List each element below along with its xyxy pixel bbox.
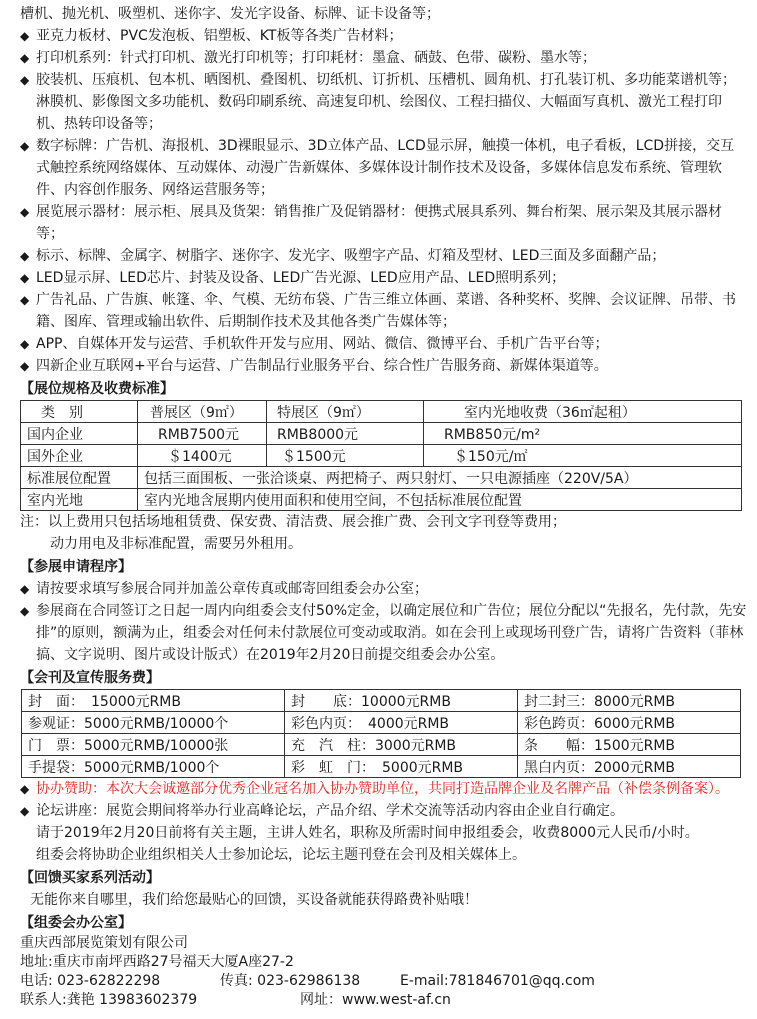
diamond-bullet-icon: ◆	[20, 804, 30, 818]
table-cell: 标准展位配置	[21, 467, 138, 489]
intro-line: 槽机、抛光机、吸塑机、迷你字、发光字设备、标牌、证卡设备等；	[20, 6, 440, 22]
sponsor-note: ◆ 协办赞助：本次大会诚邀部分优秀企业冠名加入协办赞助单位，共同打造品牌企业及名牌产品（补偿条例备案）。	[0, 778, 757, 800]
contact-phones	[0, 972, 757, 991]
table-cell: ＄1400元	[138, 445, 267, 467]
list-item: ◆ 标示、标牌、金属字、树脂字、迷你字、发光字、吸塑字产品、灯箱及型材、LED三面及多面翻产品；	[0, 245, 757, 267]
office-section-heading: 【组委会办公室】	[20, 915, 132, 931]
table-cell: 参观证：5000元RMB/10000个	[22, 712, 285, 734]
list-item: ◆ 展览展示器材：展示柜、展具及货架：销售推广及促销器材：便携式展具系列、舞台桁架、展示架及其展示器材等；	[0, 201, 757, 245]
fax: 传真: 023-62986138	[220, 973, 361, 989]
list-item: ◆ 请按要求填写参展合同并加盖公章传真或邮寄回组委会办公室；	[0, 578, 757, 600]
table-cell: 彩 虹 门： 5000元RMB	[285, 756, 518, 778]
forum-note-line: 请于2019年2月20日前将有关主题，主讲人姓名，职称及所需时间申报组委会，收费8000元人民币/小时。	[36, 825, 699, 841]
office-address: 地址:重庆市南坪西路27号福天大厦A座27-2	[20, 954, 294, 970]
table-cell: RMB8000元	[267, 423, 424, 445]
table-header-cell: 普展区（9㎡）	[138, 401, 267, 423]
diamond-bullet-icon: ◆	[20, 51, 30, 65]
list-item: ◆ 广告礼品、广告旗、帐篷、伞、气模、无纺布袋、广告三维立体画、菜谱、各种奖杯、奖牌、会议证牌、吊带、书籍、图库、管理或输出软件、后期制作技术及其他各类广告媒体等；	[0, 289, 757, 333]
table-cell: ＄150元/㎡	[424, 445, 742, 467]
diamond-bullet-icon: ◆	[20, 582, 30, 596]
return-text: 无能你来自哪里，我们给您最贴心的回馈，买设备就能获得路费补贴哦！	[30, 892, 478, 908]
return-section-heading: 【回馈买家系列活动】	[20, 870, 160, 886]
list-item: ◆ 参展商在合同签订之日起一周内向组委会支付50%定金，以确定展位和广告位；展位分配以“先报名，先付款，先安排”的原则，额满为止，组委会对任何未付款展位可变动或取消。如在会刊上或现场刊登广告，请将广告资料（菲林搞、文字说明、图片或设计版式）在2019年2月20日前提交组委会办公室。	[0, 600, 757, 666]
diamond-bullet-icon: ◆	[20, 205, 30, 219]
list-item: ◆ 四新企业互联网+平台与运营、广告制品行业服务平台、综合性广告服务商、新媒体渠道等。	[0, 355, 757, 377]
ads-fee-table	[21, 689, 741, 778]
phone: 电话: 023-62822298	[20, 973, 161, 989]
table-cell: 国内企业	[21, 423, 138, 445]
diamond-bullet-icon: ◆	[20, 249, 30, 263]
table-cell: 室内光地含展期内使用面积和使用空间，不包括标准展位配置	[138, 489, 742, 511]
apply-section-heading: 【参展申请程序】	[20, 559, 132, 575]
diamond-bullet-icon: ◆	[20, 293, 30, 307]
contact-person: 联系人:龚艳 13983602379	[20, 992, 198, 1008]
table-cell: 门 票：5000元RMB/10000张	[22, 734, 285, 756]
diamond-bullet-icon: ◆	[20, 337, 30, 351]
table-cell: 国外企业	[21, 445, 138, 467]
table-cell: 封 面： 15000元RMB	[22, 690, 285, 712]
table-row	[22, 690, 741, 712]
table-cell: 彩色跨页：6000元RMB	[518, 712, 741, 734]
fee-note: 注：以上费用只包括场地租赁费、保安费、清洁费、展会推广费、会刊文字刊登等费用；	[20, 514, 566, 530]
table-row	[21, 401, 742, 423]
table-row	[22, 734, 741, 756]
table-row	[22, 712, 741, 734]
website-link[interactable]: 网址：www.west-af.cn	[300, 992, 451, 1008]
table-row	[21, 467, 742, 489]
table-cell: RMB850元/m²	[424, 423, 742, 445]
diamond-bullet-icon: ◆	[20, 73, 30, 87]
diamond-bullet-icon: ◆	[20, 271, 30, 285]
forum-note: ◆ 论坛讲座：展览会期间将举办行业高峰论坛，产品介绍、学术交流等活动内容由企业自行确定。	[0, 800, 757, 822]
list-item: ◆ 数字标牌：广告机、海报机、3D裸眼显示、3D立体产品、LCD显示屏，触摸一体机，电子看板，LCD拼接，交互式触控系统网络媒体、互动媒体、动漫广告新媒体、多媒体设计制作技术及设备，多媒体信息发布系统、管理软件、内容创作服务、网络运营服务等；	[0, 135, 757, 201]
table-cell: 包括三面围板、一张洽谈桌、两把椅子、两只射灯、一只电源插座（220V/5A）	[138, 467, 742, 489]
table-row	[21, 445, 742, 467]
table-cell: ＄1500元	[267, 445, 424, 467]
diamond-bullet-icon: ◆	[20, 29, 30, 43]
contact-person-row	[0, 991, 757, 1010]
table-cell: 彩色内页： 4000元RMB	[285, 712, 518, 734]
list-item: ◆ 打印机系列：针式打印机、激光打印机等；打印耗材：墨盒、硒鼓、色带、碳粉、墨水等；	[0, 47, 757, 69]
ads-section-heading: 【会刊及宣传服务费】	[20, 670, 160, 686]
diamond-bullet-icon: ◆	[20, 139, 30, 153]
table-cell: 条 幅：1500元RMB	[518, 734, 741, 756]
table-cell: 手提袋：5000元RMB/1000个	[22, 756, 285, 778]
booth-fee-table	[20, 400, 742, 511]
forum-note-line: 组委会将协助企业组织相关人士参加论坛，论坛主题刊登在会刊及相关媒体上。	[36, 847, 526, 863]
table-cell: 充 汽 柱：3000元RMB	[285, 734, 518, 756]
diamond-bullet-icon: ◆	[20, 604, 30, 618]
table-cell: 黑白内页：2000元RMB	[518, 756, 741, 778]
diamond-bullet-icon: ◆	[20, 782, 30, 796]
table-cell: RMB7500元	[138, 423, 267, 445]
table-cell: 封 底：10000元RMB	[285, 690, 518, 712]
company-name: 重庆西部展览策划有限公司	[20, 935, 188, 951]
table-header-cell: 室内光地收费（36㎡起租）	[424, 401, 742, 423]
fee-note-continued: 动力用电及非标准配置，需要另外租用。	[50, 536, 302, 552]
table-header-cell: 类 别	[21, 401, 138, 423]
exhibit-scope-list	[0, 25, 757, 377]
list-item: ◆ 胶装机、压痕机、包本机、晒图机、叠图机、切纸机、订折机、压槽机、圆角机、打孔装订机、多功能菜谱机等；淋膜机、影像图文多功能机、数码印刷系统、高速复印机、绘图仪、工程扫描仪、大幅面写真机、激光工程打印机、热转印设备等；	[0, 69, 757, 135]
list-item: ◆ APP、自媒体开发与运营、手机软件开发与应用、网站、微信、微博平台、手机广告平台等；	[0, 333, 757, 355]
list-item: ◆ 亚克力板材、PVC发泡板、铝塑板、KT板等各类广告材料；	[0, 25, 757, 47]
table-header-cell: 特展区（9㎡）	[267, 401, 424, 423]
email-link[interactable]: E-mail:781846701@qq.com	[400, 973, 595, 989]
table-row	[22, 756, 741, 778]
table-row	[21, 489, 742, 511]
table-cell: 封二封三：8000元RMB	[518, 690, 741, 712]
table-row	[21, 423, 742, 445]
table-cell: 室内光地	[21, 489, 138, 511]
diamond-bullet-icon: ◆	[20, 359, 30, 373]
list-item: ◆ LED显示屏、LED芯片、封装及设备、LED广告光源、LED应用产品、LED照明系列；	[0, 267, 757, 289]
booth-section-heading: 【展位规格及收费标准】	[20, 381, 174, 397]
